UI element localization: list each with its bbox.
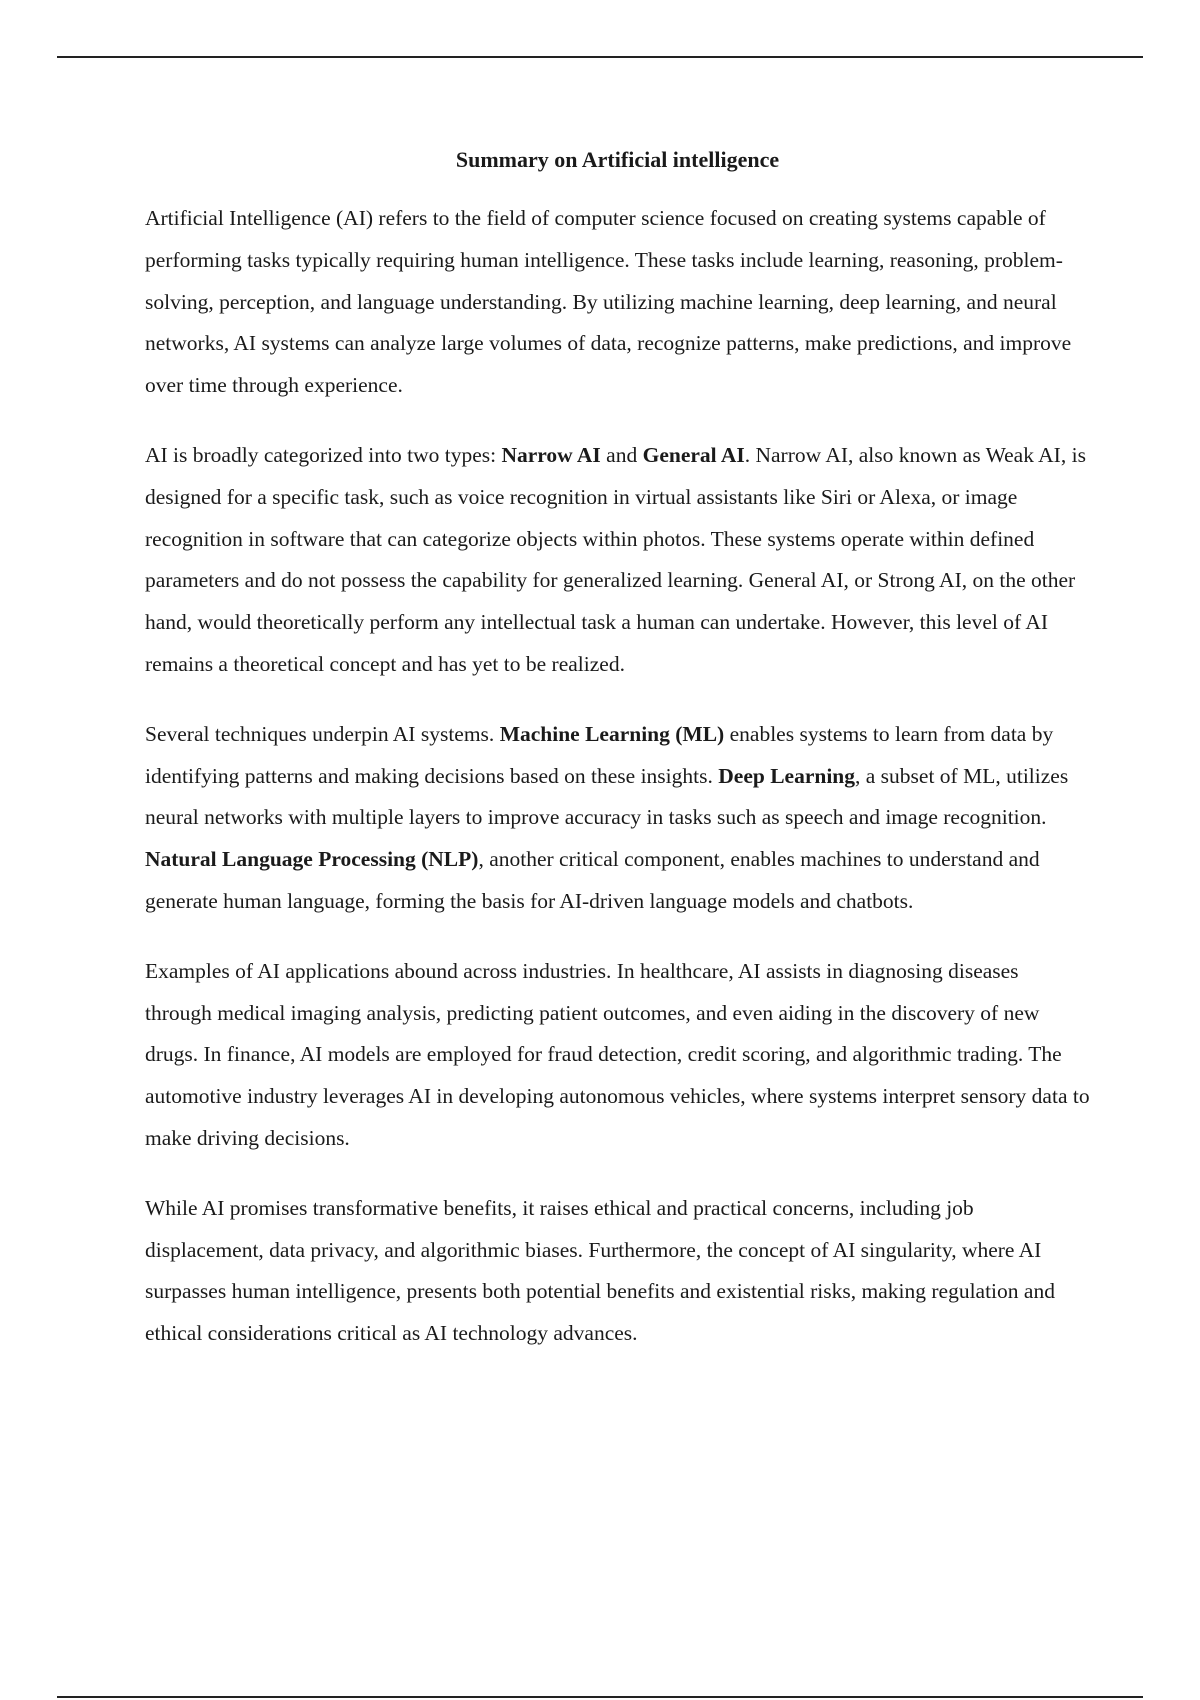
paragraph-concerns bbox=[145, 1188, 1090, 1355]
top-rule bbox=[57, 56, 1143, 58]
paragraph-text: Several techniques underpin AI systems. bbox=[145, 721, 500, 746]
term-narrow-ai: Narrow AI bbox=[501, 442, 601, 467]
paragraph-text: . Narrow AI, also known as Weak AI, is designed for a specific task, such as voice recognition in virtual assistants like Siri or Alexa, or image recognition in software that can categorize objects within photos. These systems operate within defined parameters and do not possess the capability for generalized learning. General AI, or Strong AI, on the other hand, would theoretically perform any intellectual task a human can undertake. However, this level of AI remains a theoretical concept and has yet to be realized. bbox=[145, 442, 1086, 676]
paragraph-definition bbox=[145, 198, 1090, 407]
paragraph-text: AI is broadly categorized into two types: bbox=[145, 442, 502, 467]
paragraph-text: , a subset of ML, utilizes neural networks with multiple layers to improve accuracy in tasks such as speech and image recognition. bbox=[145, 763, 1069, 830]
term-deep-learning: Deep Learning bbox=[718, 763, 856, 788]
document-page bbox=[145, 140, 1090, 1383]
term-nlp: Natural Language Processing (NLP) bbox=[145, 847, 479, 872]
paragraph-text: Artificial Intelligence (AI) refers to the field of computer science focused on creating systems capable of performing tasks typically requiring human intelligence. These tasks include learning, reasoning, problem-solving, perception, and language understanding. By utilizing machine learning, deep learning, and neural networks, AI systems can analyze large volumes of data, recognize patterns, make predictions, and improve over time through experience. bbox=[145, 206, 1072, 398]
paragraph-techniques bbox=[145, 714, 1090, 923]
paragraph-text: and bbox=[600, 442, 643, 467]
paragraph-text: Examples of AI applications abound across industries. In healthcare, AI assists in diagnosing diseases through medical imaging analysis, predicting patient outcomes, and even aiding in the discovery of new drugs. In finance, AI models are employed for fraud detection, credit scoring, and algorithmic trading. The automotive industry leverages AI in developing autonomous vehicles, where systems interpret sensory data to make driving decisions. bbox=[145, 958, 1090, 1150]
paragraph-text: , another critical component, enables machines to understand and generate human language, forming the basis for AI-driven language models and chatbots. bbox=[145, 847, 1040, 913]
paragraph-types bbox=[145, 435, 1090, 686]
bottom-rule bbox=[57, 1696, 1143, 1698]
document-title: Summary on Artificial intelligence bbox=[455, 147, 780, 172]
paragraph-text: While AI promises transformative benefits, it raises ethical and practical concerns, including job displacement, data privacy, and algorithmic biases. Furthermore, the concept of AI singularity, where AI surpasses human intelligence, presents both potential benefits and existential risks, making regulation and ethical considerations critical as AI technology advances. bbox=[145, 1195, 1055, 1346]
paragraph-applications bbox=[145, 951, 1090, 1160]
term-general-ai: General AI bbox=[642, 442, 745, 467]
term-machine-learning: Machine Learning (ML) bbox=[499, 721, 725, 746]
paragraph-text: enables systems to learn from data by identifying patterns and making decisions based on these insights. bbox=[145, 721, 1054, 788]
